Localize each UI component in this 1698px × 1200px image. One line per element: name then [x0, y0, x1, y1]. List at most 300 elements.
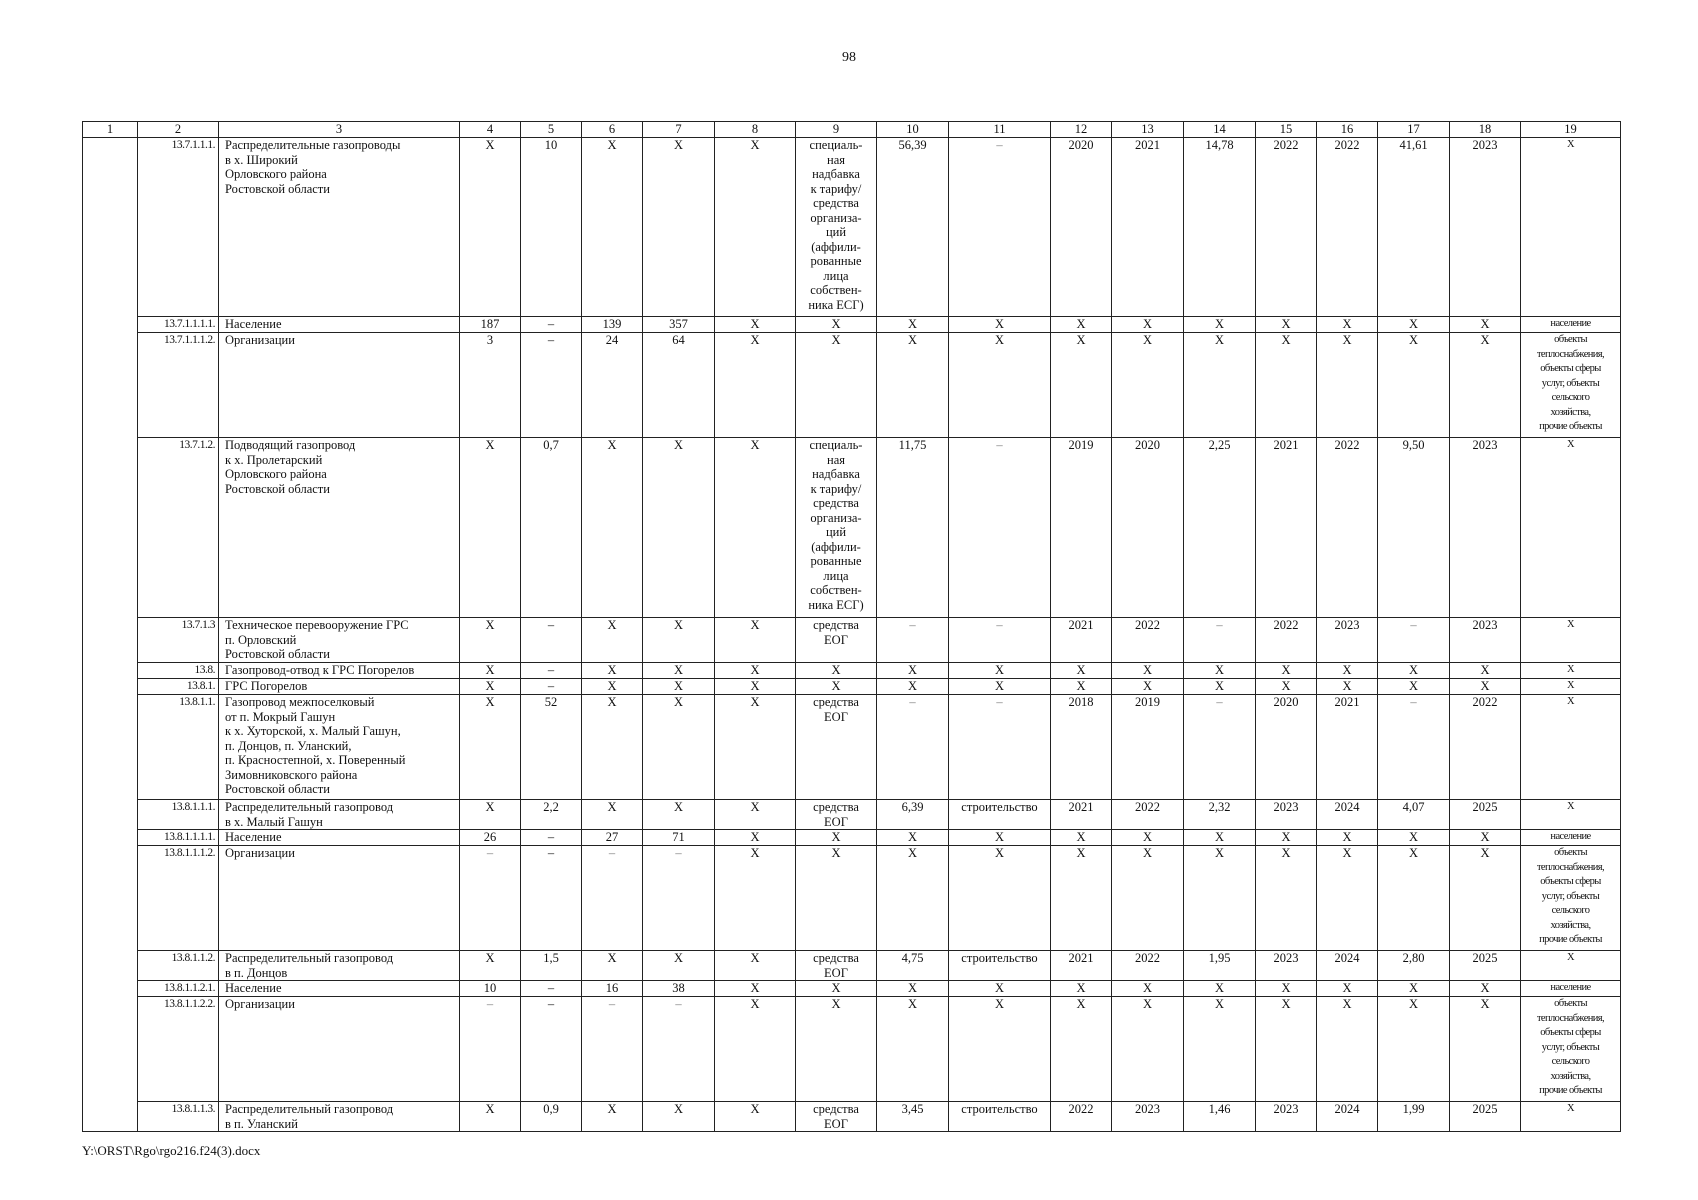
- cell-c4: X: [460, 951, 521, 981]
- cell-c6: X: [582, 800, 643, 830]
- cell-c9: X: [796, 317, 877, 333]
- cell-c8: X: [715, 679, 796, 695]
- cell-c15: 2023: [1256, 1102, 1317, 1132]
- cell-c10: X: [877, 317, 949, 333]
- cell-c19: X: [1521, 663, 1621, 679]
- header-cell: 7: [643, 122, 715, 138]
- cell-c10: X: [877, 679, 949, 695]
- cell-c15: 2023: [1256, 951, 1317, 981]
- cell-c6: X: [582, 679, 643, 695]
- cell-c7: 38: [643, 981, 715, 997]
- cell-c9: X: [796, 679, 877, 695]
- cell-c18: X: [1450, 663, 1521, 679]
- cell-c9: специаль- ная надбавка к тарифу/ средства организа- ций (аффили- рованные лица собствен- ника ЕСГ): [796, 438, 877, 618]
- cell-c16: 2024: [1317, 951, 1378, 981]
- cell-c9: средства ЕОГ: [796, 618, 877, 663]
- cell-c16: 2022: [1317, 138, 1378, 317]
- cell-c11: строительство: [949, 951, 1051, 981]
- cell-c19: объекты теплоснабжения, объекты сферы услуг, объекты сельского хозяйства, прочие объекты: [1521, 997, 1621, 1102]
- cell-c9: средства ЕОГ: [796, 800, 877, 830]
- cell-c2: 13.8.: [138, 663, 219, 679]
- cell-c11: X: [949, 317, 1051, 333]
- cell-c8: X: [715, 800, 796, 830]
- cell-c14: 1,95: [1184, 951, 1256, 981]
- cell-c12: X: [1051, 981, 1112, 997]
- header-cell: 19: [1521, 122, 1621, 138]
- cell-c8: X: [715, 997, 796, 1102]
- cell-c4: 26: [460, 830, 521, 846]
- cell-c5: –: [521, 679, 582, 695]
- cell-c12: X: [1051, 830, 1112, 846]
- cell-c12: 2021: [1051, 951, 1112, 981]
- cell-c14: 2,32: [1184, 800, 1256, 830]
- cell-c8: X: [715, 1102, 796, 1132]
- cell-c14: X: [1184, 333, 1256, 438]
- cell-c12: X: [1051, 333, 1112, 438]
- cell-c12: X: [1051, 663, 1112, 679]
- cell-c18: 2023: [1450, 138, 1521, 317]
- cell-c8: X: [715, 618, 796, 663]
- cell-c15: X: [1256, 679, 1317, 695]
- table-row: [83, 981, 1621, 997]
- cell-c9: X: [796, 663, 877, 679]
- cell-c3: Организации: [219, 846, 460, 951]
- cell-c5: –: [521, 981, 582, 997]
- header-cell: 13: [1112, 122, 1184, 138]
- cell-c15: 2022: [1256, 618, 1317, 663]
- cell-c12: X: [1051, 846, 1112, 951]
- cell-c16: 2024: [1317, 1102, 1378, 1132]
- cell-c4: X: [460, 438, 521, 618]
- cell-c6: X: [582, 618, 643, 663]
- cell-c3: Население: [219, 317, 460, 333]
- cell-c5: –: [521, 333, 582, 438]
- cell-c5: 2,2: [521, 800, 582, 830]
- cell-c13: X: [1112, 846, 1184, 951]
- cell-c2: 13.8.1.1.: [138, 695, 219, 800]
- header-cell: 10: [877, 122, 949, 138]
- cell-c6: –: [582, 846, 643, 951]
- cell-c9: средства ЕОГ: [796, 695, 877, 800]
- cell-c15: 2021: [1256, 438, 1317, 618]
- cell-c8: X: [715, 333, 796, 438]
- cell-c19: население: [1521, 317, 1621, 333]
- cell-c19: X: [1521, 618, 1621, 663]
- cell-c3: Распределительный газопровод в х. Малый Гашун: [219, 800, 460, 830]
- cell-c10: 3,45: [877, 1102, 949, 1132]
- cell-c7: X: [643, 679, 715, 695]
- cell-c15: X: [1256, 981, 1317, 997]
- cell-c11: X: [949, 679, 1051, 695]
- cell-c16: X: [1317, 830, 1378, 846]
- cell-c8: X: [715, 663, 796, 679]
- table-row: [83, 333, 1621, 438]
- cell-c10: –: [877, 618, 949, 663]
- cell-c6: X: [582, 138, 643, 317]
- cell-c2: 13.7.1.3: [138, 618, 219, 663]
- cell-c18: 2023: [1450, 618, 1521, 663]
- cell-c2: 13.8.1.1.2.1.: [138, 981, 219, 997]
- cell-c3: Подводящий газопровод к х. Пролетарский Орловского района Ростовской области: [219, 438, 460, 618]
- cell-c9: средства ЕОГ: [796, 1102, 877, 1132]
- cell-c3: Газопровод межпоселковый от п. Мокрый Гашун к х. Хуторской, х. Малый Гашун, п. Донцов, п. Уланский, п. Красностепной, х. Поверенный Зимовниковского района Ростовской области: [219, 695, 460, 800]
- cell-c11: X: [949, 333, 1051, 438]
- cell-c10: 6,39: [877, 800, 949, 830]
- header-cell: 1: [83, 122, 138, 138]
- cell-c17: X: [1378, 663, 1450, 679]
- cell-c14: –: [1184, 695, 1256, 800]
- cell-c13: X: [1112, 981, 1184, 997]
- cell-c4: 187: [460, 317, 521, 333]
- cell-c2: 13.7.1.1.1.1.: [138, 317, 219, 333]
- cell-c7: –: [643, 846, 715, 951]
- header-cell: 8: [715, 122, 796, 138]
- cell-c13: X: [1112, 830, 1184, 846]
- cell-c5: 0,7: [521, 438, 582, 618]
- header-cell: 6: [582, 122, 643, 138]
- cell-c5: 1,5: [521, 951, 582, 981]
- cell-c3: Население: [219, 981, 460, 997]
- cell-c3: Распределительный газопровод в п. Уланский: [219, 1102, 460, 1132]
- cell-c5: 0,9: [521, 1102, 582, 1132]
- cell-c17: X: [1378, 846, 1450, 951]
- cell-c5: –: [521, 997, 582, 1102]
- cell-c7: X: [643, 695, 715, 800]
- header-cell: 14: [1184, 122, 1256, 138]
- cell-c5: –: [521, 846, 582, 951]
- cell-c18: X: [1450, 830, 1521, 846]
- cell-c19: X: [1521, 138, 1621, 317]
- cell-c18: X: [1450, 981, 1521, 997]
- cell-c19: X: [1521, 1102, 1621, 1132]
- cell-c19: X: [1521, 438, 1621, 618]
- cell-c2: 13.8.1.1.3.: [138, 1102, 219, 1132]
- cell-c19: население: [1521, 830, 1621, 846]
- cell-c17: 41,61: [1378, 138, 1450, 317]
- table-row: [83, 846, 1621, 951]
- cell-c7: X: [643, 138, 715, 317]
- cell-c6: 27: [582, 830, 643, 846]
- cell-c3: Распределительные газопроводы в х. Широкий Орловского района Ростовской области: [219, 138, 460, 317]
- cell-c16: 2021: [1317, 695, 1378, 800]
- cell-c11: строительство: [949, 1102, 1051, 1132]
- cell-c9: X: [796, 981, 877, 997]
- cell-c18: 2025: [1450, 1102, 1521, 1132]
- cell-c14: X: [1184, 663, 1256, 679]
- cell-c8: X: [715, 138, 796, 317]
- cell-c16: X: [1317, 846, 1378, 951]
- header-cell: 3: [219, 122, 460, 138]
- table-row: [83, 830, 1621, 846]
- cell-c6: 16: [582, 981, 643, 997]
- cell-c16: X: [1317, 981, 1378, 997]
- cell-c17: –: [1378, 695, 1450, 800]
- cell-c11: –: [949, 695, 1051, 800]
- cell-c6: X: [582, 663, 643, 679]
- cell-c14: 2,25: [1184, 438, 1256, 618]
- table-row: [83, 138, 1621, 317]
- header-cell: 15: [1256, 122, 1317, 138]
- cell-c19: объекты теплоснабжения, объекты сферы услуг, объекты сельского хозяйства, прочие объекты: [1521, 333, 1621, 438]
- cell-c15: 2022: [1256, 138, 1317, 317]
- cell-c13: 2020: [1112, 438, 1184, 618]
- cell-c15: 2023: [1256, 800, 1317, 830]
- cell-c10: 4,75: [877, 951, 949, 981]
- cell-c7: X: [643, 1102, 715, 1132]
- cell-c18: X: [1450, 333, 1521, 438]
- cell-c12: X: [1051, 679, 1112, 695]
- cell-c13: 2021: [1112, 138, 1184, 317]
- cell-c17: 2,80: [1378, 951, 1450, 981]
- cell-c14: X: [1184, 846, 1256, 951]
- cell-c10: X: [877, 846, 949, 951]
- cell-c14: X: [1184, 830, 1256, 846]
- cell-c7: 71: [643, 830, 715, 846]
- cell-c5: 10: [521, 138, 582, 317]
- cell-c4: X: [460, 1102, 521, 1132]
- cell-c13: 2022: [1112, 951, 1184, 981]
- cell-c17: 9,50: [1378, 438, 1450, 618]
- cell-c9: X: [796, 997, 877, 1102]
- cell-c19: население: [1521, 981, 1621, 997]
- cell-c10: X: [877, 981, 949, 997]
- cell-c13: 2023: [1112, 1102, 1184, 1132]
- cell-c2: 13.8.1.1.2.2.: [138, 997, 219, 1102]
- cell-c4: X: [460, 138, 521, 317]
- cell-c14: 14,78: [1184, 138, 1256, 317]
- cell-c5: –: [521, 663, 582, 679]
- cell-c11: строительство: [949, 800, 1051, 830]
- cell-c13: X: [1112, 679, 1184, 695]
- cell-c18: X: [1450, 997, 1521, 1102]
- cell-c11: –: [949, 438, 1051, 618]
- cell-c17: X: [1378, 830, 1450, 846]
- cell-c15: X: [1256, 317, 1317, 333]
- cell-c10: 11,75: [877, 438, 949, 618]
- cell-c14: X: [1184, 981, 1256, 997]
- table-row: [83, 800, 1621, 830]
- cell-c12: 2020: [1051, 138, 1112, 317]
- cell-c4: X: [460, 663, 521, 679]
- cell-c12: 2018: [1051, 695, 1112, 800]
- cell-c19: X: [1521, 695, 1621, 800]
- header-cell: 12: [1051, 122, 1112, 138]
- cell-c7: X: [643, 800, 715, 830]
- cell-c5: –: [521, 618, 582, 663]
- cell-c15: X: [1256, 830, 1317, 846]
- table-row: [83, 317, 1621, 333]
- cell-c7: X: [643, 438, 715, 618]
- table-body: [83, 138, 1621, 1132]
- cell-c7: X: [643, 663, 715, 679]
- cell-c11: X: [949, 830, 1051, 846]
- cell-c9: X: [796, 830, 877, 846]
- cell-c12: 2019: [1051, 438, 1112, 618]
- cell-c4: –: [460, 997, 521, 1102]
- cell-c15: 2020: [1256, 695, 1317, 800]
- header-cell: 9: [796, 122, 877, 138]
- cell-c14: X: [1184, 679, 1256, 695]
- header-cell: 11: [949, 122, 1051, 138]
- cell-c4: X: [460, 679, 521, 695]
- cell-c2: 13.7.1.2.: [138, 438, 219, 618]
- cell-c17: 4,07: [1378, 800, 1450, 830]
- cell-c2: 13.8.1.1.2.: [138, 951, 219, 981]
- table-row: [83, 695, 1621, 800]
- cell-c9: X: [796, 846, 877, 951]
- cell-c6: –: [582, 997, 643, 1102]
- cell-c10: X: [877, 333, 949, 438]
- cell-c12: 2021: [1051, 800, 1112, 830]
- cell-c6: 139: [582, 317, 643, 333]
- cell-c7: 357: [643, 317, 715, 333]
- cell-c4: 10: [460, 981, 521, 997]
- table-row: [83, 997, 1621, 1102]
- header-cell: 2: [138, 122, 219, 138]
- cell-c18: X: [1450, 846, 1521, 951]
- footer-file-path: Y:\ORST\Rgo\rgo216.f24(3).docx: [82, 1143, 261, 1158]
- table-row: [83, 438, 1621, 618]
- table-row: [83, 663, 1621, 679]
- cell-c6: X: [582, 1102, 643, 1132]
- cell-c17: X: [1378, 679, 1450, 695]
- table-row: [83, 679, 1621, 695]
- cell-c3: Организации: [219, 333, 460, 438]
- cell-c6: 24: [582, 333, 643, 438]
- cell-c8: X: [715, 830, 796, 846]
- cell-c15: X: [1256, 333, 1317, 438]
- cell-c8: X: [715, 317, 796, 333]
- cell-c16: X: [1317, 333, 1378, 438]
- cell-c2: 13.8.1.1.1.: [138, 800, 219, 830]
- investment-table: [82, 121, 1621, 1132]
- cell-c17: X: [1378, 981, 1450, 997]
- cell-c3: Техническое перевооружение ГРС п. Орловский Ростовской области: [219, 618, 460, 663]
- header-cell: 4: [460, 122, 521, 138]
- cell-c10: X: [877, 997, 949, 1102]
- cell-c3: Газопровод-отвод к ГРС Погорелов: [219, 663, 460, 679]
- table-row: [83, 1102, 1621, 1132]
- cell-c13: 2022: [1112, 800, 1184, 830]
- cell-c19: X: [1521, 679, 1621, 695]
- cell-c5: –: [521, 830, 582, 846]
- cell-c3: Организации: [219, 997, 460, 1102]
- cell-c14: 1,46: [1184, 1102, 1256, 1132]
- header-cell: 17: [1378, 122, 1450, 138]
- cell-c17: X: [1378, 997, 1450, 1102]
- cell-c7: –: [643, 997, 715, 1102]
- cell-c18: X: [1450, 317, 1521, 333]
- cell-c17: –: [1378, 618, 1450, 663]
- cell-c17: 1,99: [1378, 1102, 1450, 1132]
- header-cell: 18: [1450, 122, 1521, 138]
- cell-c18: 2025: [1450, 800, 1521, 830]
- cell-c6: X: [582, 438, 643, 618]
- table-row: [83, 951, 1621, 981]
- cell-c19: объекты теплоснабжения, объекты сферы услуг, объекты сельского хозяйства, прочие объекты: [1521, 846, 1621, 951]
- cell-c14: X: [1184, 997, 1256, 1102]
- cell-c16: X: [1317, 663, 1378, 679]
- cell-c11: –: [949, 618, 1051, 663]
- header-cell: 16: [1317, 122, 1378, 138]
- cell-c7: 64: [643, 333, 715, 438]
- cell-c9: средства ЕОГ: [796, 951, 877, 981]
- cell-c16: X: [1317, 679, 1378, 695]
- cell-c12: 2021: [1051, 618, 1112, 663]
- cell-c4: –: [460, 846, 521, 951]
- cell-c7: X: [643, 951, 715, 981]
- cell-c8: X: [715, 846, 796, 951]
- table-row: [83, 618, 1621, 663]
- cell-c4: X: [460, 695, 521, 800]
- cell-c15: X: [1256, 846, 1317, 951]
- cell-c18: 2025: [1450, 951, 1521, 981]
- cell-c17: X: [1378, 317, 1450, 333]
- cell-c12: X: [1051, 317, 1112, 333]
- column-1-cell: [83, 138, 138, 1132]
- cell-c13: 2019: [1112, 695, 1184, 800]
- cell-c3: ГРС Погорелов: [219, 679, 460, 695]
- cell-c4: 3: [460, 333, 521, 438]
- cell-c18: X: [1450, 679, 1521, 695]
- cell-c2: 13.8.1.1.1.2.: [138, 846, 219, 951]
- cell-c8: X: [715, 981, 796, 997]
- cell-c11: –: [949, 138, 1051, 317]
- page-number: 98: [842, 50, 856, 65]
- cell-c16: X: [1317, 317, 1378, 333]
- cell-c2: 13.7.1.1.1.2.: [138, 333, 219, 438]
- cell-c4: X: [460, 618, 521, 663]
- cell-c12: X: [1051, 997, 1112, 1102]
- cell-c14: –: [1184, 618, 1256, 663]
- cell-c16: 2024: [1317, 800, 1378, 830]
- cell-c9: X: [796, 333, 877, 438]
- cell-c3: Распределительный газопровод в п. Донцов: [219, 951, 460, 981]
- cell-c3: Население: [219, 830, 460, 846]
- cell-c15: X: [1256, 663, 1317, 679]
- cell-c15: X: [1256, 997, 1317, 1102]
- cell-c5: 52: [521, 695, 582, 800]
- cell-c17: X: [1378, 333, 1450, 438]
- cell-c10: –: [877, 695, 949, 800]
- cell-c13: X: [1112, 997, 1184, 1102]
- cell-c14: X: [1184, 317, 1256, 333]
- cell-c19: X: [1521, 800, 1621, 830]
- cell-c2: 13.8.1.1.1.1.: [138, 830, 219, 846]
- cell-c16: X: [1317, 997, 1378, 1102]
- cell-c6: X: [582, 695, 643, 800]
- cell-c18: 2022: [1450, 695, 1521, 800]
- cell-c8: X: [715, 695, 796, 800]
- cell-c10: X: [877, 663, 949, 679]
- cell-c13: 2022: [1112, 618, 1184, 663]
- cell-c16: 2022: [1317, 438, 1378, 618]
- cell-c13: X: [1112, 317, 1184, 333]
- cell-c8: X: [715, 951, 796, 981]
- cell-c10: 56,39: [877, 138, 949, 317]
- cell-c5: –: [521, 317, 582, 333]
- cell-c8: X: [715, 438, 796, 618]
- cell-c12: 2022: [1051, 1102, 1112, 1132]
- cell-c11: X: [949, 663, 1051, 679]
- header-row: [83, 122, 1621, 138]
- cell-c10: X: [877, 830, 949, 846]
- header-cell: 5: [521, 122, 582, 138]
- cell-c7: X: [643, 618, 715, 663]
- cell-c2: 13.7.1.1.1.: [138, 138, 219, 317]
- cell-c11: X: [949, 981, 1051, 997]
- cell-c19: X: [1521, 951, 1621, 981]
